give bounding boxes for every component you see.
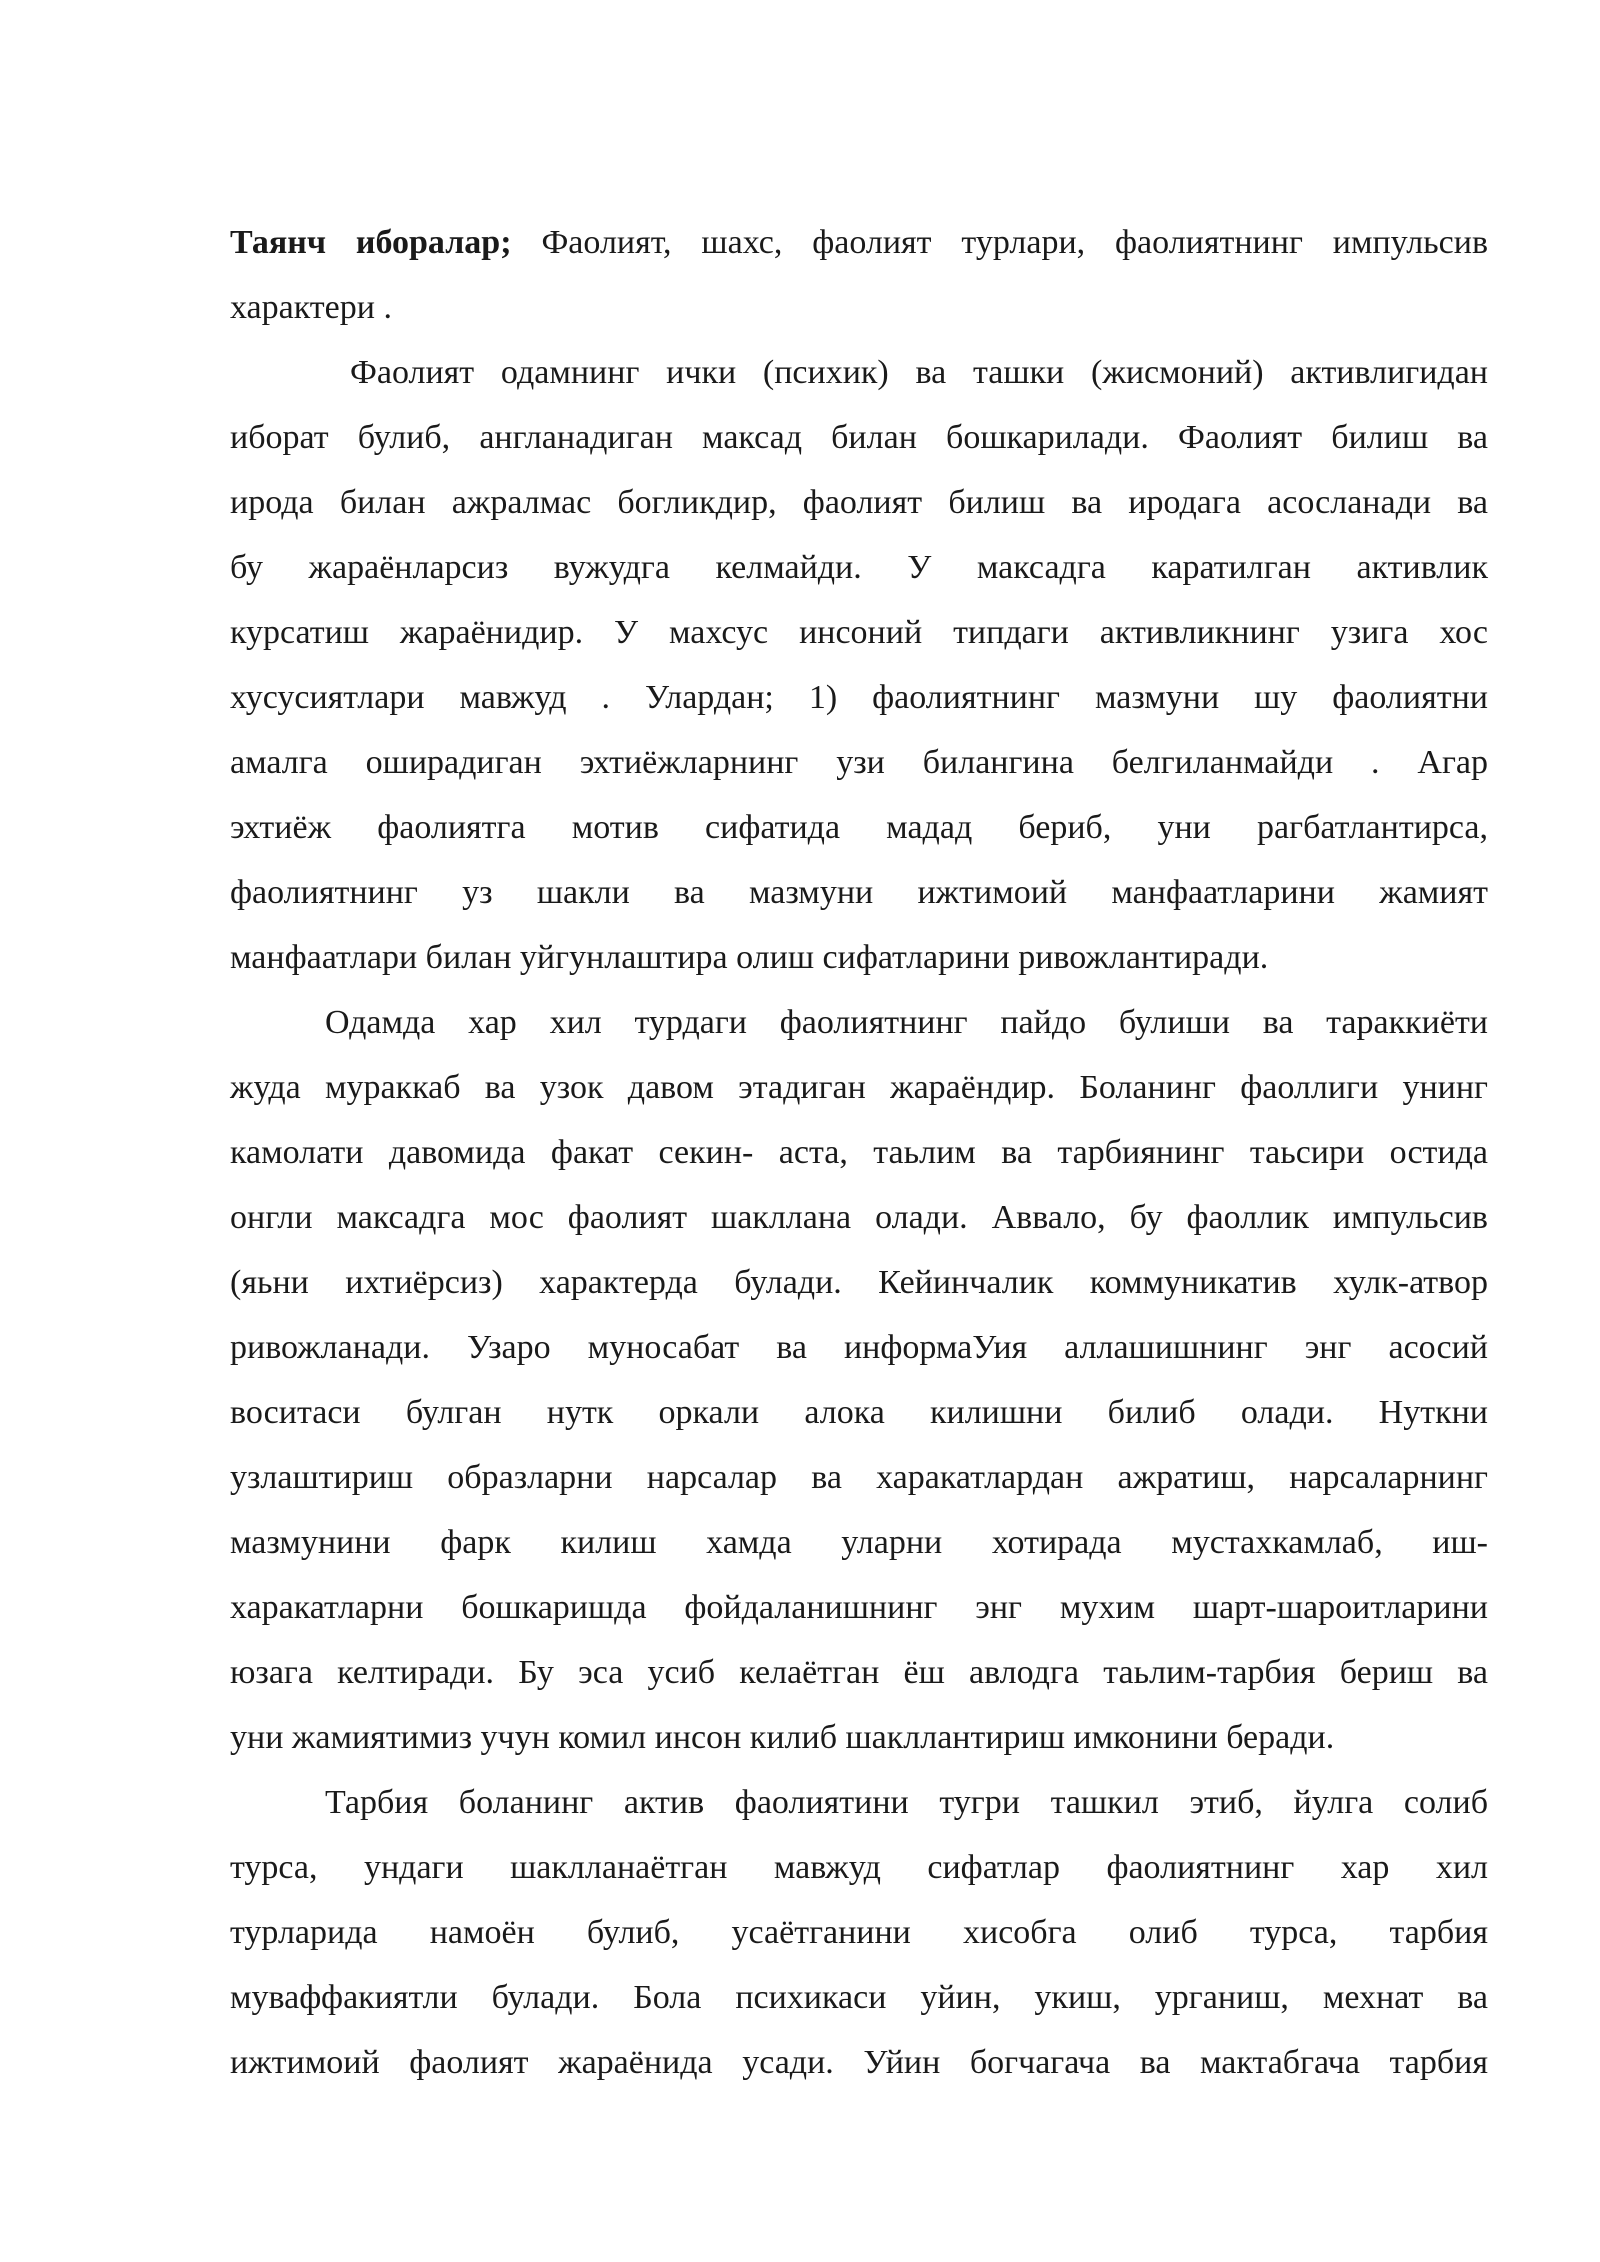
paragraph-line: хусусиятлари мавжуд . Улардан; 1) фаолиятнинг мазмуни шу фаолиятни: [230, 679, 1488, 716]
paragraph-line: муваффакиятли булади. Бола психикаси уйин, укиш, урганиш, мехнат ва: [230, 1979, 1488, 2016]
keywords-line-2: характери .: [230, 289, 392, 326]
keywords-text: Фаолият, шахс, фаолият турлари, фаолиятнинг импульсив: [541, 224, 1489, 261]
paragraph-line: ривожланади. Узаро муносабат ва информаУия аллашишнинг энг асосий: [230, 1329, 1488, 1366]
paragraph-line: манфаатлари билан уйгунлаштира олиш сифатларини ривожлантиради.: [230, 939, 1269, 976]
paragraph-line: иборат булиб, англанадиган максад билан бошкарилади. Фаолият билиш ва: [230, 419, 1488, 456]
paragraph-line: Фаолият одамнинг ички (психик) ва ташки (жисмоний) активлигидан: [350, 354, 1488, 391]
keywords-label: Таянч иборалар;: [230, 224, 512, 261]
paragraph-3: [230, 1770, 1488, 2095]
document-page: [230, 210, 1488, 2095]
paragraph-line: воситаси булган нутк оркали алока килишни билиб олади. Нуткни: [230, 1394, 1488, 1431]
paragraph-line: камолати давомида факат секин- аста, таьлим ва тарбиянинг таьсири остида: [230, 1134, 1488, 1171]
paragraph-line: юзага келтиради. Бу эса усиб келаётган ёш авлодга таьлим-тарбия бериш ва: [230, 1654, 1488, 1691]
paragraph-line: онгли максадга мос фаолият шакллана олади. Аввало, бу фаоллик импульсив: [230, 1199, 1488, 1236]
paragraph-line: бу жараёнларсиз вужудга келмайди. У максадга каратилган активлик: [230, 549, 1488, 586]
paragraph-line: Одамда хар хил турдаги фаолиятнинг пайдо булиши ва тараккиёти: [325, 1004, 1488, 1041]
paragraph-line: турса, ундаги шаклланаётган мавжуд сифатлар фаолиятнинг хар хил: [230, 1849, 1488, 1886]
paragraph-line: эхтиёж фаолиятга мотив сифатида мадад бериб, уни рагбатлантирса,: [230, 809, 1488, 846]
paragraph-line: ижтимоий фаолият жараёнида усади. Уйин богчагача ва мактабгача тарбия: [230, 2044, 1488, 2081]
paragraph-line: амалга оширадиган эхтиёжларнинг узи билангина белгиланмайди . Агар: [230, 744, 1488, 781]
paragraph-line: харакатларни бошкаришда фойдаланишнинг энг мухим шарт-шароитларини: [230, 1589, 1488, 1626]
paragraph-line: жуда мураккаб ва узок давом этадиган жараёндир. Боланинг фаоллиги унинг: [230, 1069, 1488, 1106]
paragraph-line: (яьни ихтиёрсиз) характерда булади. Кейинчалик коммуникатив хулк-атвор: [230, 1264, 1488, 1301]
paragraph-line: фаолиятнинг уз шакли ва мазмуни ижтимоий манфаатларини жамият: [230, 874, 1488, 911]
paragraph-line: ирода билан ажралмас богликдир, фаолият билиш ва иродага асосланади ва: [230, 484, 1488, 521]
paragraph-line: курсатиш жараёнидир. У махсус инсоний типдаги активликнинг узига хос: [230, 614, 1488, 651]
paragraph-line: мазмунини фарк килиш хамда уларни хотирада мустахкамлаб, иш-: [230, 1524, 1488, 1561]
paragraph-2: [230, 990, 1488, 1770]
paragraph-line: Тарбия боланинг актив фаолиятини тугри ташкил этиб, йулга солиб: [325, 1784, 1488, 1821]
paragraph-line: уни жамиятимиз учун комил инсон килиб шакллантириш имконини беради.: [230, 1719, 1335, 1756]
keywords-line: [230, 210, 1488, 275]
paragraph-line: узлаштириш образларни нарсалар ва харакатлардан ажратиш, нарсаларнинг: [230, 1459, 1488, 1496]
paragraph-1: [230, 340, 1488, 990]
paragraph-line: турларида намоён булиб, усаётганини хисобга олиб турса, тарбия: [230, 1914, 1488, 1951]
